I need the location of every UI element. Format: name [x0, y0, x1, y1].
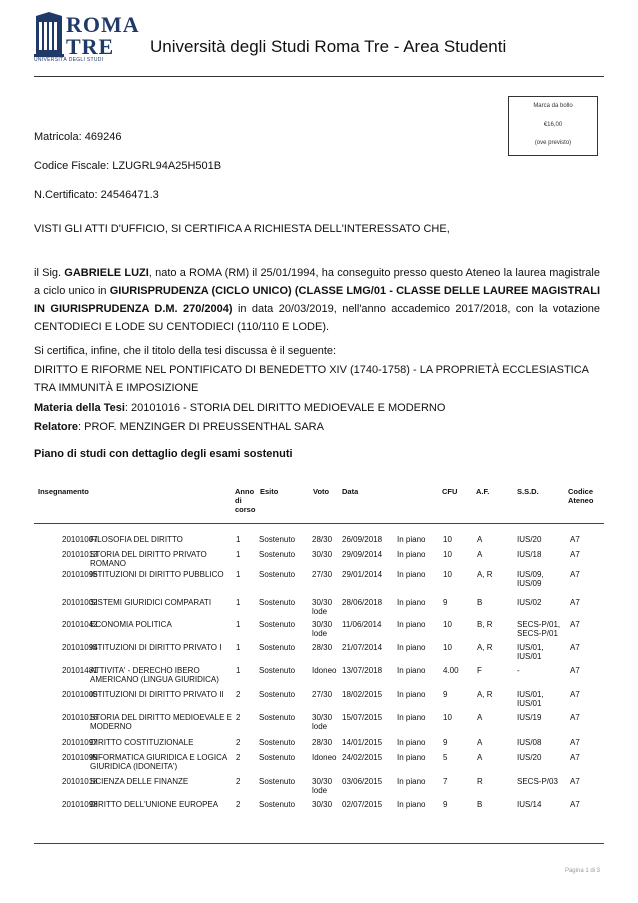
cell-af: A — [477, 550, 483, 559]
col-insegnamento: Insegnamento — [38, 487, 89, 496]
thesis-title: DIRITTO E RIFORME NEL PONTIFICATO DI BENEDETTO XIV (1740-1758) - LA PROPRIETÀ ECCLESIASTICA TRA IMMUNITÀ E IMPOSIZIONE — [34, 364, 589, 394]
cell-cfu: 5 — [443, 753, 448, 762]
cell-af: A — [477, 713, 483, 722]
cell-af: A, R — [477, 643, 493, 652]
cell-piano: In piano — [397, 713, 426, 722]
cell-ssd: IUS/19 — [517, 713, 542, 722]
cell-name: SISTEMI GIURIDICI COMPARATI — [90, 598, 212, 607]
cell-piano: In piano — [397, 598, 426, 607]
cell-af: A — [477, 535, 483, 544]
logo-roma-text: ROMA — [66, 12, 140, 37]
cell-code: 20101094 — [62, 643, 98, 652]
cell-ssd: SECS-P/03 — [517, 777, 558, 786]
cell-esito: Sostenuto — [259, 643, 296, 652]
cell-data: 29/01/2014 — [342, 570, 383, 579]
cell-code: 20101099 — [62, 753, 98, 762]
cell-anno: 2 — [236, 777, 241, 786]
cell-code: 20101007 — [62, 535, 98, 544]
cell-ateneo: A7 — [570, 598, 580, 607]
thesis-supervisor-label: Relatore — [34, 421, 79, 433]
thesis-supervisor — [34, 418, 600, 436]
stamp-label: Marca da bollo — [533, 103, 573, 109]
cell-ssd: IUS/09, IUS/09 — [517, 570, 544, 588]
cell-af: A, R — [477, 570, 493, 579]
cell-ateneo: A7 — [570, 535, 580, 544]
cell-cfu: 10 — [443, 643, 452, 652]
cell-esito: Sostenuto — [259, 777, 296, 786]
cell-code: 20101042 — [62, 620, 98, 629]
cell-piano: In piano — [397, 643, 426, 652]
cell-cfu: 10 — [443, 620, 452, 629]
cell-voto: Idoneo — [312, 666, 337, 675]
cell-cfu: 10 — [443, 550, 452, 559]
cell-piano: In piano — [397, 800, 426, 809]
cell-ateneo: A7 — [570, 666, 580, 675]
cell-code: 20101013 — [62, 550, 98, 559]
cell-cfu: 4.00 — [443, 666, 459, 675]
cell-esito: Sostenuto — [259, 753, 296, 762]
cell-ateneo: A7 — [570, 570, 580, 579]
cell-af: A, R — [477, 690, 493, 699]
cell-af: R — [477, 777, 483, 786]
cell-ssd: IUS/20 — [517, 753, 542, 762]
cell-af: B — [477, 800, 483, 809]
cell-name: DIRITTO COSTITUZIONALE — [90, 738, 194, 747]
cell-cfu: 10 — [443, 713, 452, 722]
tax-stamp-box — [508, 96, 598, 156]
cell-af: A — [477, 738, 483, 747]
study-plan-heading: Piano di studi con dettaglio degli esami sostenuti — [34, 448, 293, 460]
cell-code: 20101096 — [62, 570, 98, 579]
cell-name: ISTITUZIONI DI DIRITTO PRIVATO I — [90, 643, 222, 652]
cell-voto: 30/30 lode — [312, 713, 333, 731]
cell-cfu: 7 — [443, 777, 448, 786]
cell-piano: In piano — [397, 777, 426, 786]
cell-data: 02/07/2015 — [342, 800, 383, 809]
cell-af: F — [477, 666, 482, 675]
cell-code: 20101000 — [62, 690, 98, 699]
cell-piano: In piano — [397, 550, 426, 559]
cell-voto: 28/30 — [312, 738, 333, 747]
cell-anno: 2 — [236, 753, 241, 762]
cell-ssd: IUS/02 — [517, 598, 542, 607]
cell-ateneo: A7 — [570, 690, 580, 699]
cell-anno: 1 — [236, 666, 241, 675]
cell-cfu: 10 — [443, 535, 452, 544]
logo-wordmark — [66, 14, 140, 58]
cell-data: 28/06/2018 — [342, 598, 383, 607]
matricola: Matricola: 469246 — [34, 131, 122, 143]
cell-data: 11/06/2014 — [342, 620, 382, 629]
cell-name: ISTITUZIONI DI DIRITTO PUBBLICO — [90, 570, 224, 579]
cell-anno: 2 — [236, 690, 241, 699]
degree-text-part: in data 20/03/2019, nell'anno accademico 2017/2018, con la votazione CENTODIECI E LODE SU CENTODIECI (110/110 E LODE). — [34, 303, 600, 333]
cell-ateneo: A7 — [570, 643, 580, 652]
certificate-number: N.Certificato: 24546471.3 — [34, 189, 159, 201]
cell-cfu: 9 — [443, 598, 448, 607]
cell-code: 20101481 — [62, 666, 98, 675]
logo-subtitle: UNIVERSITÀ DEGLI STUDI — [34, 57, 104, 63]
cell-voto: 30/30 — [312, 800, 333, 809]
cell-name: STORIA DEL DIRITTO PRIVATO ROMANO — [90, 550, 207, 568]
footer-divider — [34, 843, 604, 844]
cell-cfu: 9 — [443, 738, 448, 747]
cell-piano: In piano — [397, 738, 426, 747]
col-af: A.F. — [476, 487, 490, 496]
cell-name: SCIENZA DELLE FINANZE — [90, 777, 189, 786]
cell-esito: Sostenuto — [259, 800, 296, 809]
cell-esito: Sostenuto — [259, 535, 296, 544]
cell-ateneo: A7 — [570, 738, 580, 747]
page-title: Università degli Studi Roma Tre - Area Studenti — [150, 37, 507, 56]
cell-code: 20101018 — [62, 777, 98, 786]
cell-ateneo: A7 — [570, 550, 580, 559]
cell-cfu: 10 — [443, 570, 452, 579]
cell-anno: 1 — [236, 598, 241, 607]
cell-voto: 30/30 lode — [312, 777, 333, 795]
cell-esito: Sostenuto — [259, 666, 296, 675]
cell-af: B — [477, 598, 483, 607]
cell-af: B, R — [477, 620, 493, 629]
col-codice: Codice Ateneo — [568, 487, 594, 505]
cell-esito: Sostenuto — [259, 598, 296, 607]
cell-ssd: IUS/20 — [517, 535, 542, 544]
cell-esito: Sostenuto — [259, 690, 296, 699]
cell-code: 20101002 — [62, 598, 98, 607]
cell-code: 20101098 — [62, 800, 98, 809]
cell-voto: 30/30 — [312, 550, 333, 559]
cell-anno: 1 — [236, 620, 241, 629]
cell-voto: 27/30 — [312, 570, 333, 579]
thesis-subject-label: Materia della Tesi — [34, 402, 125, 414]
cell-af: A — [477, 753, 483, 762]
cell-name: DIRITTO DELL'UNIONE EUROPEA — [90, 800, 219, 809]
cell-data: 18/02/2015 — [342, 690, 383, 699]
cell-esito: Sostenuto — [259, 550, 296, 559]
codice-fiscale: Codice Fiscale: LZUGRL94A25H501B — [34, 160, 222, 172]
cell-data: 15/07/2015 — [342, 713, 383, 722]
cell-data: 26/09/2018 — [342, 535, 383, 544]
cell-data: 13/07/2018 — [342, 666, 383, 675]
table-header-divider — [34, 523, 604, 524]
col-data: Data — [342, 487, 359, 496]
cell-voto: 30/30 lode — [312, 598, 333, 616]
graduate-name: GABRIELE LUZI — [64, 267, 149, 279]
cell-piano: In piano — [397, 666, 426, 675]
cell-piano: In piano — [397, 620, 426, 629]
cell-name: ISTITUZIONI DI DIRITTO PRIVATO II — [90, 690, 224, 699]
cell-cfu: 9 — [443, 690, 448, 699]
cell-anno: 1 — [236, 535, 241, 544]
cell-name: STORIA DEL DIRITTO MEDIOEVALE E MODERNO — [90, 713, 232, 731]
cell-esito: Sostenuto — [259, 570, 296, 579]
cell-piano: In piano — [397, 570, 426, 579]
cell-anno: 2 — [236, 713, 241, 722]
cell-anno: 1 — [236, 550, 241, 559]
cell-ateneo: A7 — [570, 713, 580, 722]
certification-intro: VISTI GLI ATTI D'UFFICIO, SI CERTIFICA A RICHIESTA DELL'INTERESSATO CHE, — [34, 223, 450, 235]
cell-code: 20101097 — [62, 738, 98, 747]
cell-voto: 27/30 — [312, 690, 333, 699]
cell-ateneo: A7 — [570, 800, 580, 809]
cell-piano: In piano — [397, 753, 426, 762]
cell-data: 14/01/2015 — [342, 738, 383, 747]
cell-data: 24/02/2015 — [342, 753, 383, 762]
degree-text-part: il Sig. — [34, 267, 65, 279]
thesis-subject — [34, 399, 600, 417]
page-number: Pagina 1 di 3 — [564, 868, 600, 874]
degree-text-part: , nato a ROMA (RM) il 25/01/1994, ha conseguito presso questo Ateneo la laurea magistrale a ciclo unico in — [34, 267, 600, 297]
cell-ateneo: A7 — [570, 777, 580, 786]
cell-code: 20101016 — [62, 713, 98, 722]
cell-name: INFORMATICA GIURIDICA E LOGICA GIURIDICA (IDONEITA') — [90, 753, 227, 771]
cell-data: 29/09/2014 — [342, 550, 383, 559]
cell-ssd: IUS/08 — [517, 738, 542, 747]
cell-cfu: 9 — [443, 800, 448, 809]
cell-esito: Sostenuto — [259, 738, 296, 747]
cell-voto: 28/30 — [312, 535, 333, 544]
cell-piano: In piano — [397, 535, 426, 544]
stamp-note: (ove previsto) — [534, 140, 572, 146]
col-voto: Voto — [313, 487, 330, 496]
cell-anno: 1 — [236, 643, 241, 652]
cell-esito: Sostenuto — [259, 713, 296, 722]
col-ssd: S.S.D. — [517, 487, 539, 496]
logo-tre-text: TRE — [66, 34, 115, 59]
cell-ssd: IUS/14 — [517, 800, 542, 809]
cell-voto: Idoneo — [312, 753, 337, 762]
cell-name: ECONOMIA POLITICA — [90, 620, 172, 629]
col-cfu: CFU — [442, 487, 458, 496]
header-divider — [34, 76, 604, 77]
degree-paragraph — [34, 264, 600, 336]
cell-ssd: IUS/01, IUS/01 — [517, 643, 544, 661]
cell-esito: Sostenuto — [259, 620, 296, 629]
cell-anno: 2 — [236, 738, 241, 747]
cell-ateneo: A7 — [570, 620, 580, 629]
cell-ssd: IUS/01, IUS/01 — [517, 690, 544, 708]
cell-ateneo: A7 — [570, 753, 580, 762]
cell-anno: 1 — [236, 570, 241, 579]
cell-voto: 28/30 — [312, 643, 333, 652]
cell-data: 03/06/2015 — [342, 777, 383, 786]
cell-ssd: - — [517, 666, 520, 675]
stamp-amount: €16,00 — [543, 122, 563, 128]
cell-ssd: IUS/18 — [517, 550, 542, 559]
col-anno: Anno di corso — [235, 487, 256, 514]
cell-voto: 30/30 lode — [312, 620, 333, 638]
cell-piano: In piano — [397, 690, 426, 699]
cell-data: 21/07/2014 — [342, 643, 383, 652]
col-esito: Esito — [260, 487, 279, 496]
thesis-subject-value: : 20101016 - STORIA DEL DIRITTO MEDIOEVALE E MODERNO — [124, 402, 446, 414]
cell-name: FILOSOFIA DEL DIRITTO — [90, 535, 183, 544]
degree-name: GIURISPRUDENZA (CICLO UNICO) (CLASSE LMG/01 - CLASSE DELLE LAUREE MAGISTRALI IN GIURISPRUDENZA D.M. 270/2004) — [34, 285, 600, 315]
thesis-intro: Si certifica, infine, che il titolo della tesi discussa è il seguente: — [34, 345, 337, 357]
cell-ssd: SECS-P/01, SECS-P/01 — [517, 620, 561, 638]
thesis-supervisor-value: : PROF. MENZINGER DI PREUSSENTHAL SARA — [78, 421, 324, 433]
cell-anno: 2 — [236, 800, 241, 809]
cell-name: ATTIVITA' - DERECHO IBERO AMERICANO (LINGUA GIURIDICA) — [90, 666, 219, 684]
